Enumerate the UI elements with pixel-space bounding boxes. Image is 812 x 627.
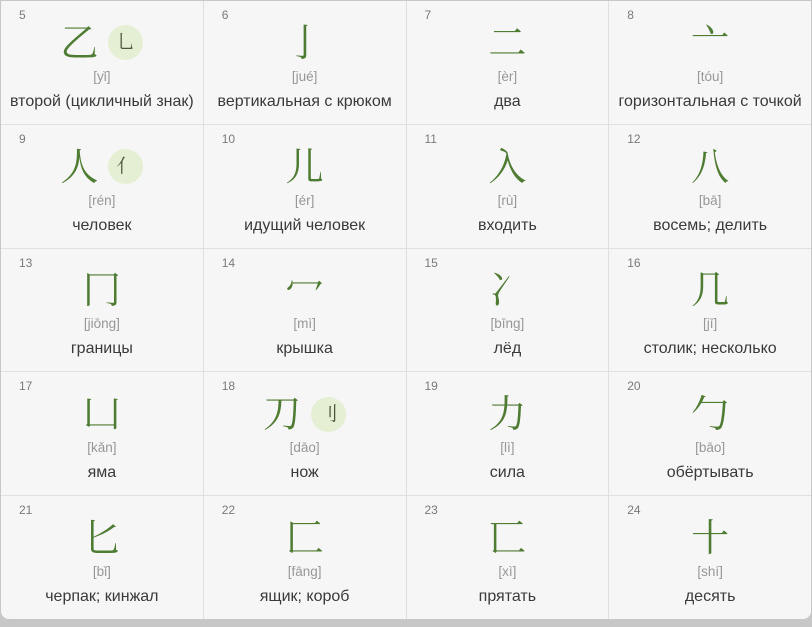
radical-number: 13 bbox=[19, 255, 33, 270]
radical-variant-bubble: 乚 bbox=[108, 25, 143, 60]
radical-meaning: ящик; короб bbox=[259, 588, 350, 605]
radical-glyph-row bbox=[83, 512, 121, 564]
radical-meaning: горизонтальная с точкой bbox=[618, 92, 802, 110]
radical-variant-bubble: 亻 bbox=[108, 149, 143, 184]
radical-meaning: восемь; делить bbox=[653, 216, 768, 234]
radical-meaning: входить bbox=[477, 216, 537, 234]
radical-cell-11[interactable] bbox=[407, 125, 609, 248]
radical-character: 几 bbox=[691, 268, 730, 313]
radical-meaning: второй (цикличный знак) bbox=[10, 92, 194, 110]
radical-character: 冂 bbox=[82, 268, 121, 313]
radical-glyph-row bbox=[691, 141, 729, 193]
radical-cell-14[interactable] bbox=[204, 249, 406, 372]
radical-number: 5 bbox=[19, 8, 26, 22]
radical-cell-23[interactable] bbox=[407, 496, 609, 619]
radical-character: 凵 bbox=[82, 392, 121, 437]
radical-meaning: прятать bbox=[478, 588, 537, 605]
radical-pinyin: [yǐ] bbox=[93, 68, 111, 84]
radical-number: 15 bbox=[424, 255, 438, 270]
radical-pinyin: [jī] bbox=[702, 316, 718, 332]
radical-character: 入 bbox=[488, 144, 527, 189]
radical-glyph-row bbox=[286, 512, 324, 564]
radical-character: 二 bbox=[488, 20, 527, 65]
radical-character: 匕 bbox=[82, 516, 121, 561]
radical-meaning: вертикальная с крюком bbox=[217, 92, 392, 110]
radical-number: 16 bbox=[627, 255, 641, 270]
radical-pinyin: [bǐ] bbox=[92, 564, 111, 579]
radical-meaning: яма bbox=[87, 464, 117, 482]
radical-meaning: границы bbox=[70, 340, 133, 358]
radical-pinyin: [bā] bbox=[698, 192, 722, 208]
radical-meaning: столик; несколько bbox=[643, 340, 777, 358]
radical-glyph-row bbox=[488, 265, 526, 317]
radical-glyph-row bbox=[488, 17, 526, 69]
radical-number: 23 bbox=[424, 503, 438, 518]
radical-pinyin: [rén] bbox=[88, 192, 116, 208]
radical-pinyin: [dāo] bbox=[289, 440, 320, 456]
radical-pinyin: [lì] bbox=[500, 440, 515, 456]
radical-grid bbox=[1, 1, 811, 619]
radical-variant-bubble: 刂 bbox=[311, 397, 346, 432]
radical-meaning: лёд bbox=[493, 340, 522, 358]
radical-cell-15[interactable] bbox=[407, 249, 609, 372]
radical-glyph-row bbox=[60, 17, 143, 69]
radical-pinyin: [jué] bbox=[291, 68, 318, 84]
radical-character: 冖 bbox=[285, 268, 324, 313]
radical-glyph-row bbox=[83, 265, 121, 317]
radical-character: 亅 bbox=[285, 20, 324, 65]
radical-glyph-row bbox=[286, 17, 324, 69]
radical-cell-7[interactable] bbox=[407, 1, 609, 124]
radical-glyph-row bbox=[691, 265, 729, 317]
radical-number: 19 bbox=[424, 379, 438, 394]
radical-meaning: нож bbox=[290, 464, 319, 482]
radical-number: 24 bbox=[627, 503, 641, 518]
radical-number: 8 bbox=[627, 8, 634, 22]
radical-number: 6 bbox=[221, 8, 229, 22]
radical-character: 冫 bbox=[488, 268, 527, 313]
radical-cell-20[interactable] bbox=[609, 372, 811, 495]
radical-cell-21[interactable] bbox=[1, 496, 203, 619]
radical-character: 力 bbox=[488, 392, 527, 437]
radical-cell-13[interactable] bbox=[1, 249, 203, 372]
radical-glyph-row bbox=[263, 388, 346, 440]
radical-meaning: десять bbox=[684, 588, 736, 605]
radical-pinyin: [mì] bbox=[293, 316, 316, 332]
radical-glyph-row bbox=[691, 17, 729, 69]
radical-meaning: черпак; кинжал bbox=[45, 588, 159, 605]
radical-number: 22 bbox=[221, 503, 236, 518]
radical-cell-24[interactable] bbox=[609, 496, 811, 619]
radical-character: 乙 bbox=[60, 20, 99, 65]
radical-glyph-row bbox=[83, 388, 121, 440]
radical-cell-22[interactable] bbox=[204, 496, 406, 619]
radical-number: 11 bbox=[424, 131, 437, 146]
radical-meaning: крышка bbox=[276, 340, 333, 358]
radical-number: 18 bbox=[221, 379, 236, 394]
radical-glyph-row bbox=[286, 141, 324, 193]
radical-pinyin: [kǎn] bbox=[87, 440, 117, 456]
radical-character: 八 bbox=[691, 144, 730, 189]
radical-number: 17 bbox=[19, 379, 33, 394]
radical-glyph-row bbox=[60, 141, 143, 193]
radical-cell-8[interactable] bbox=[609, 1, 811, 124]
radical-cell-12[interactable] bbox=[609, 125, 811, 248]
radical-pinyin: [tóu] bbox=[696, 68, 724, 84]
radical-cell-10[interactable] bbox=[204, 125, 406, 248]
radical-pinyin: [jiōng] bbox=[83, 316, 120, 332]
radical-cell-17[interactable] bbox=[1, 372, 203, 495]
radical-cell-6[interactable] bbox=[204, 1, 406, 124]
radical-number: 10 bbox=[221, 131, 236, 146]
radical-cell-5[interactable] bbox=[1, 1, 203, 124]
radical-cell-9[interactable] bbox=[1, 125, 203, 248]
radical-glyph-row bbox=[691, 388, 729, 440]
radical-meaning: сила bbox=[489, 464, 525, 482]
radical-number: 12 bbox=[627, 131, 641, 146]
radical-number: 14 bbox=[221, 255, 236, 270]
radical-character: 亠 bbox=[691, 20, 730, 65]
radical-pinyin: [shí] bbox=[697, 564, 723, 579]
radical-glyph-row bbox=[488, 141, 526, 193]
radical-pinyin: [rù] bbox=[497, 192, 518, 208]
radical-cell-19[interactable] bbox=[407, 372, 609, 495]
radical-character: 匸 bbox=[488, 516, 527, 561]
radical-character: 勹 bbox=[691, 392, 730, 437]
radical-meaning: два bbox=[494, 92, 521, 110]
radical-number: 20 bbox=[627, 379, 641, 394]
radical-number: 9 bbox=[19, 131, 26, 146]
radicals-sheet bbox=[1, 1, 811, 619]
radical-character: 十 bbox=[691, 516, 730, 561]
radical-cell-16[interactable] bbox=[609, 249, 811, 372]
radical-pinyin: [bāo] bbox=[695, 440, 726, 456]
radical-pinyin: [ér] bbox=[294, 192, 315, 208]
radical-character: 刀 bbox=[263, 392, 302, 437]
radical-pinyin: [xì] bbox=[498, 564, 517, 579]
radical-meaning: обёртывать bbox=[666, 464, 754, 482]
radical-number: 21 bbox=[19, 503, 33, 518]
radical-meaning: идущий человек bbox=[244, 216, 366, 234]
radical-meaning: человек bbox=[72, 216, 132, 234]
radical-pinyin: [fāng] bbox=[287, 564, 322, 579]
radical-glyph-row bbox=[691, 512, 729, 564]
radical-glyph-row bbox=[488, 512, 526, 564]
radical-glyph-row bbox=[286, 265, 324, 317]
radical-pinyin: [èr] bbox=[497, 68, 518, 84]
radical-cell-18[interactable] bbox=[204, 372, 406, 495]
radical-number: 7 bbox=[424, 8, 432, 22]
radical-character: 儿 bbox=[285, 144, 324, 189]
radical-pinyin: [bīng] bbox=[490, 316, 525, 332]
radical-character: 匚 bbox=[285, 516, 324, 561]
radical-glyph-row bbox=[488, 388, 526, 440]
radical-character: 人 bbox=[60, 144, 99, 189]
